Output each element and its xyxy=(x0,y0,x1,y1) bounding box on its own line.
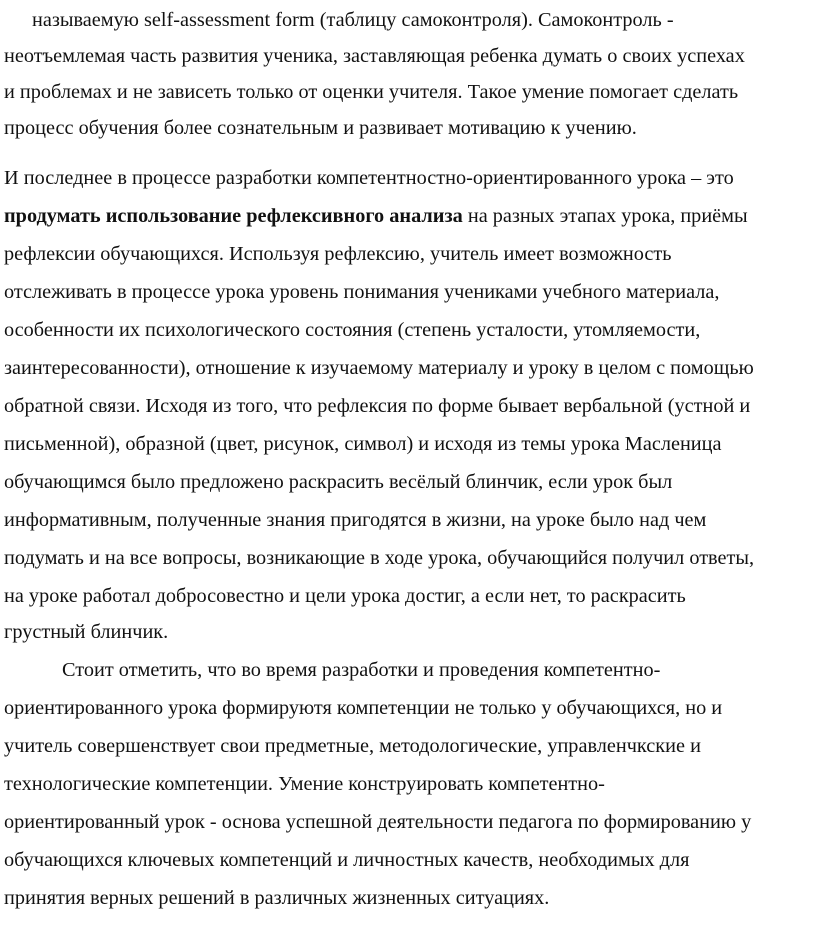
text-line: заинтересованности), отношение к изучаемому материалу и уроку в целом с помощью xyxy=(4,357,754,379)
text-line: технологические компетенции. Умение конструировать компетентно- xyxy=(4,773,605,795)
text-line: подумать и на все вопросы, возникающие в ходе урока, обучающийся получил ответы, xyxy=(4,547,755,569)
text-line: принятия верных решений в различных жизненных ситуациях. xyxy=(4,887,550,909)
text-line: Стоит отметить, что во время разработки и проведения компетентно- xyxy=(62,659,661,681)
text-line: учитель совершенствует свои предметные, методологические, управленчкские и xyxy=(4,735,701,757)
text-line: и проблемах и не зависеть только от оценки учителя. Такое умение помогает сделать xyxy=(4,81,739,103)
text-line: процесс обучения более сознательным и развивает мотивацию к учению. xyxy=(4,117,637,139)
text-line: неотъемлемая часть развития ученика, заставляющая ребенка думать о своих успехах xyxy=(4,45,745,67)
text-span: на разных этапах урока, приёмы xyxy=(462,205,748,227)
text-line: обучающимся было предложено раскрасить весёлый блинчик, если урок был xyxy=(4,471,673,493)
text-line xyxy=(4,204,748,228)
text-line: ориентированный урок - основа успешной деятельности педагога по формированию у xyxy=(4,811,752,833)
text-line: называемую self-assessment form (таблицу самоконтроля). Самоконтроль - xyxy=(32,9,674,31)
text-line: И последнее в процессе разработки компетентностно-ориентированного урока – это xyxy=(4,167,734,189)
text-line: обучающихся ключевых компетенций и личностных качеств, необходимых для xyxy=(4,849,690,871)
text-line: на уроке работал добросовестно и цели урока достиг, а если нет, то раскрасить xyxy=(4,585,686,607)
bold-phrase: продумать использование рефлексивного анализа xyxy=(4,205,463,227)
text-line: рефлексии обучающихся. Используя рефлексию, учитель имеет возможность xyxy=(4,243,672,265)
text-line: информативным, полученные знания пригодятся в жизни, на уроке было над чем xyxy=(4,509,707,531)
text-line: особенности их психологического состояния (степень усталости, утомляемости, xyxy=(4,319,701,341)
text-line: письменной), образной (цвет, рисунок, символ) и исходя из темы урока Масленица xyxy=(4,433,722,455)
text-line: обратной связи. Исходя из того, что рефлексия по форме бывает вербальной (устной и xyxy=(4,395,751,417)
text-line: отслеживать в процессе урока уровень понимания учениками учебного материала, xyxy=(4,281,720,303)
text-line: грустный блинчик. xyxy=(4,621,169,643)
text-line: ориентированного урока формируютя компетенции не только у обучающихся, но и xyxy=(4,697,723,719)
